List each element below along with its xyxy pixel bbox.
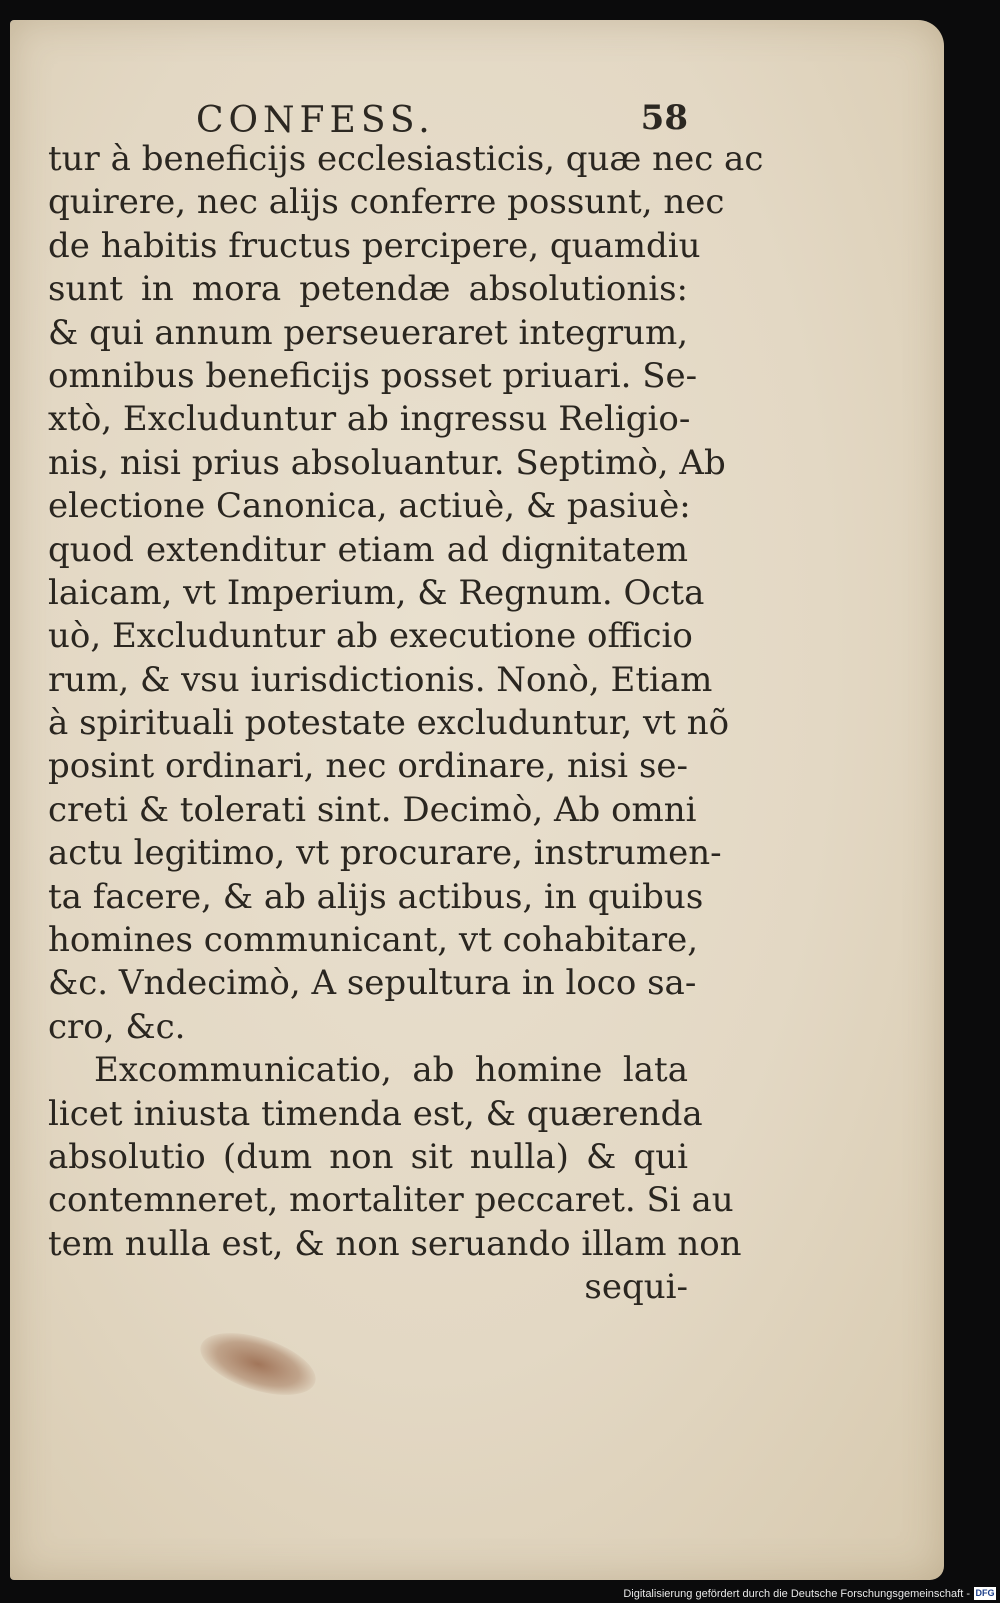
text-line: nis, nisi prius absoluantur. Septimò, Ab — [48, 442, 726, 483]
catchword: sequi- — [584, 1267, 688, 1308]
text-line: posint ordinari, nec ordinare, nisi se- — [48, 746, 688, 787]
text-line: creti & tolerati sint. Decimò, Ab omni — [48, 789, 697, 830]
text-line: de habitis fructus percipere, quamdiu — [48, 225, 701, 266]
text-line: actu legitimo, vt procurare, instrumen- — [48, 833, 722, 874]
text-line: xtò, Excluduntur ab ingressu Religio- — [48, 399, 691, 440]
paragraph-start-line: Excommunicatio, ab homine lata — [94, 1050, 688, 1091]
text-line: sunt in mora petendæ absolutionis: — [48, 269, 688, 310]
text-line: absolutio (dum non sit nulla) & qui — [48, 1136, 688, 1177]
text-line: rum, & vsu iurisdictionis. Nonò, Etiam — [48, 659, 713, 700]
text-line: licet iniusta timenda est, & quærenda — [48, 1093, 703, 1134]
text-line: &c. Vndecimò, A sepultura in loco sa- — [48, 963, 697, 1004]
digitization-credit: Digitalisierung gefördert durch die Deutsche Forschungsgemeinschaft - — [623, 1588, 970, 1600]
text-line: tem nulla est, & non seruando illam non — [48, 1223, 742, 1264]
text-line: & qui annum perseueraret integrum, — [48, 312, 689, 353]
dfg-logo: DFG — [975, 1588, 995, 1598]
text-line: electione Canonica, actiuè, & pasiuè: — [48, 486, 691, 527]
text-line: contemneret, mortaliter peccaret. Si au — [48, 1180, 734, 1221]
text-line: laicam, vt Imperium, & Regnum. Octa — [48, 572, 705, 613]
page-stain — [193, 1321, 323, 1408]
text-line: quirere, nec alijs conferre possunt, nec — [48, 182, 725, 223]
text-line: cro, &c. — [48, 1006, 186, 1047]
text-line: à spirituali potestate excluduntur, vt nõ — [48, 703, 730, 744]
running-head-title: CONFESS. — [196, 100, 435, 141]
text-line: quod extenditur etiam ad dignitatem — [48, 529, 688, 570]
text-line: homines communicant, vt cohabitare, — [48, 920, 699, 961]
body-text — [48, 138, 764, 1310]
page-number: 58 — [640, 98, 688, 138]
footer-strip — [0, 1581, 1000, 1603]
text-line: omnibus beneficijs posset priuari. Se- — [48, 355, 698, 396]
text-line: tur à beneficijs ecclesiasticis, quæ nec ac — [48, 139, 764, 179]
text-line: uò, Excluduntur ab executione officio — [48, 616, 693, 657]
text-line: ta facere, & ab alijs actibus, in quibus — [48, 876, 704, 917]
